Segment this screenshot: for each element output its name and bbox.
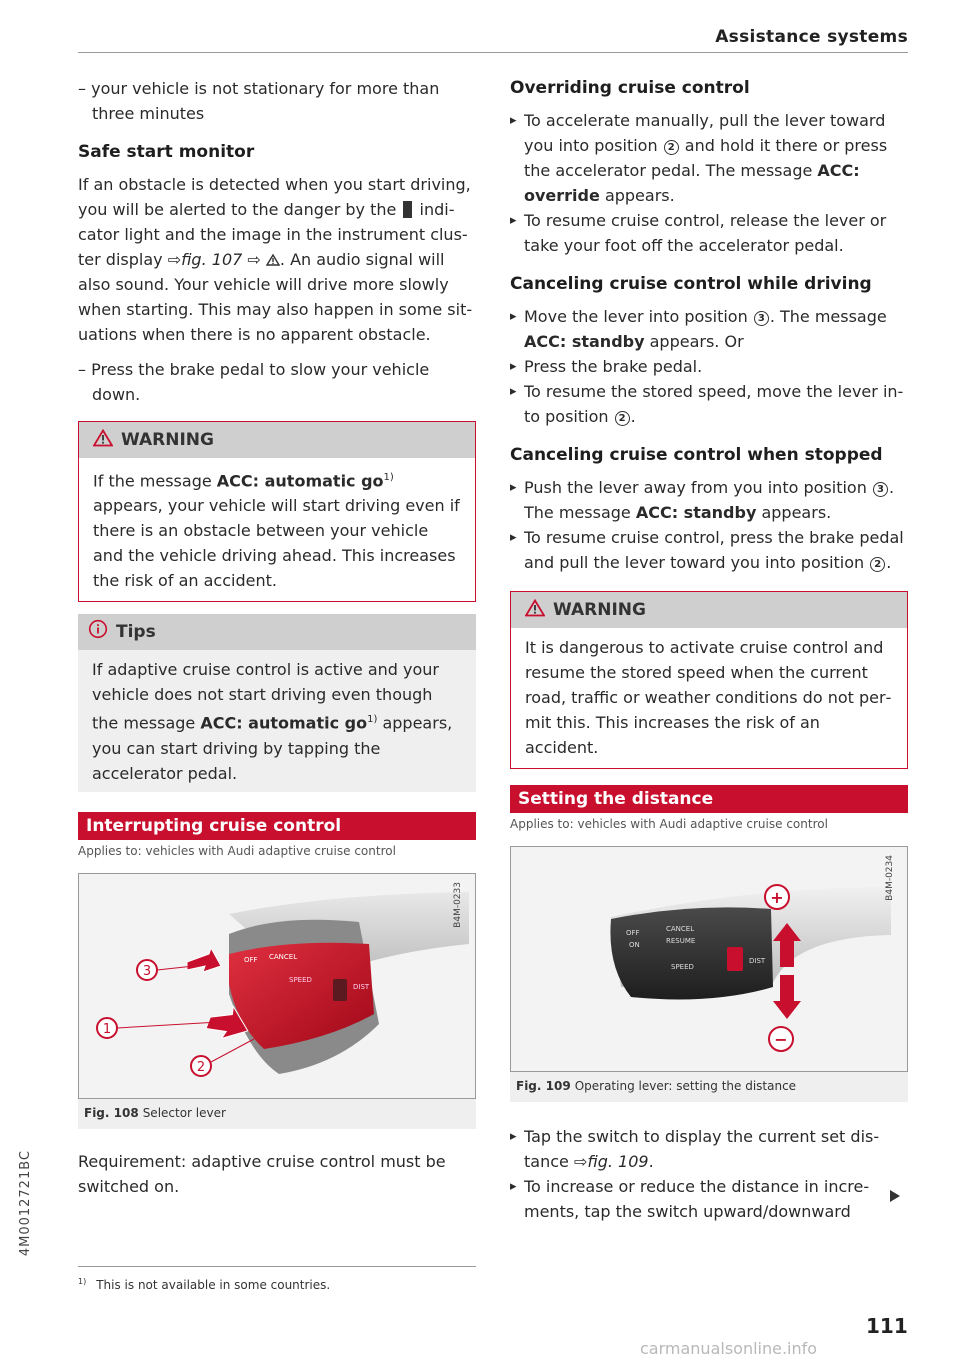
callout-3: 3 — [142, 963, 152, 979]
figure-108-selector-lever — [78, 873, 476, 1099]
cancel-drive-bullet-2: ▸ Press the brake pedal. — [510, 354, 908, 379]
safe-start-heading: Safe start monitor — [78, 142, 255, 162]
safe-start-paragraph: If an obstacle is detected when you start driving, you will be alerted to the danger by the indicator light and the image in the instrument cluster display ⇨fig. 107 ⇨ . An audio signal will also sound. Your vehicle will drive more slowly when starting. This may also happen in some situations when there is no apparent obstacle. — [78, 175, 473, 344]
figure-code: B4M-0233 — [453, 881, 463, 928]
callout-2: 2 — [196, 1059, 206, 1075]
ref-arrow-icon: ⇨ — [573, 1152, 588, 1171]
footnote-rule — [78, 1266, 476, 1267]
setting-distance-section-title: Setting the distance — [510, 785, 908, 813]
warning-box-1 — [78, 421, 476, 602]
document-code: 4M0012721BC — [18, 1150, 33, 1257]
warning-box-2-body: It is dangerous to activate cruise control and resume the stored speed when the current road, traffic or weather conditions do not permit this. This increases the risk of an accident. — [525, 638, 892, 757]
watermark: carmanualsonline.info — [640, 1339, 818, 1358]
section-header-title: Assistance systems — [715, 27, 908, 47]
dist-label: DIST — [749, 957, 766, 965]
page-number: 111 — [866, 1314, 908, 1338]
dist-label: DIST — [353, 982, 370, 991]
figure-108-caption: Fig. 108 Selector lever — [78, 1099, 476, 1129]
ref-arrow-icon: ⇨ — [247, 250, 261, 269]
position-3-marker: 3 — [873, 482, 888, 497]
applies-to-note: Applies to: vehicles with Audi adaptive cruise control — [510, 817, 828, 831]
distance-bullet-2: ▸ To increase or reduce the distance in increments, tap the switch upward/downward — [510, 1174, 908, 1224]
minus-callout: − — [774, 1030, 788, 1049]
off-label: OFF — [626, 929, 640, 937]
cancel-while-driving-heading: Canceling cruise control while driving — [510, 274, 872, 294]
info-icon — [88, 619, 108, 639]
tips-box-body: If adaptive cruise control is active and your vehicle does not start driving even though the message ACC: automatic $go^{1)}$ appears, you can start driving by tapping the accelerator pedal. — [92, 660, 453, 783]
cancel-stop-bullet-1: ▸ Push the lever away from you into position 3 . The message ACC: standby appears. — [510, 475, 908, 525]
continue-arrow-icon — [890, 1190, 900, 1202]
warning-box-2 — [510, 591, 908, 769]
position-3-marker: 3 — [754, 311, 769, 326]
speed-label: SPEED — [289, 975, 312, 984]
warning-box-1-header: WARNING — [79, 422, 475, 458]
header-rule — [78, 52, 908, 53]
override-bullet-1: ▸ To accelerate manually, pull the lever toward you into position 2 and hold it there or press the accelerator pedal. The message ACC: override appears. — [510, 108, 908, 208]
ref-arrow-icon: ⇨ — [167, 250, 182, 269]
cancel-label: CANCEL — [666, 925, 695, 933]
selector-lever-illustration — [79, 874, 475, 1098]
callout-1: 1 — [102, 1021, 112, 1037]
cancel-stop-bullet-2: ▸ To resume cruise control, press the brake pedal and pull the lever toward you into position 2 . — [510, 525, 908, 575]
indicator-light-icon — [403, 201, 412, 218]
interrupting-cruise-section-title: Interrupting cruise control — [78, 812, 476, 840]
right-column — [510, 76, 908, 1224]
off-label: OFF — [244, 955, 258, 964]
plus-callout: + — [770, 888, 784, 907]
cancel-when-stopped-heading: Canceling cruise control when stopped — [510, 445, 883, 465]
distance-bullet-1: ▸ Tap the switch to display the current set distance ⇨fig. 109. — [510, 1124, 908, 1174]
figure-109-caption: Fig. 109 Operating lever: setting the distance — [510, 1072, 908, 1102]
overriding-cruise-heading: Overriding cruise control — [510, 78, 750, 98]
resume-label: RESUME — [666, 937, 696, 945]
applies-to-note: Applies to: vehicles with Audi adaptive cruise control — [78, 843, 396, 858]
warning-icon — [525, 599, 545, 617]
intro-dash-item: – your vehicle is not stationary for more than three minutes — [78, 79, 440, 123]
position-2-marker: 2 — [615, 411, 630, 426]
position-2-marker: 2 — [664, 140, 679, 155]
press-brake-dash-item: – Press the brake pedal to slow your vehicle down. — [78, 360, 430, 404]
cancel-drive-bullet-1: ▸ Move the lever into position 3 . The message ACC: standby appears. Or — [510, 304, 908, 354]
fig-109-link[interactable]: fig. 109 — [587, 1152, 649, 1171]
tips-box — [78, 614, 476, 791]
warning-box-2-header: WARNING — [511, 592, 907, 628]
operating-lever-illustration — [511, 847, 907, 1071]
left-column — [78, 76, 476, 1199]
tips-box-header: Tips — [78, 614, 476, 650]
cancel-drive-bullet-3: ▸ To resume the stored speed, move the lever into position 2 . — [510, 379, 908, 429]
speed-label: SPEED — [671, 963, 694, 971]
warning-icon — [93, 429, 113, 447]
figure-code: B4M-0234 — [885, 855, 895, 901]
figure-109-operating-lever — [510, 846, 908, 1072]
cancel-label: CANCEL — [269, 952, 298, 961]
position-2-marker: 2 — [870, 557, 885, 572]
override-bullet-2: ▸ To resume cruise control, release the lever or take your foot off the accelerator pedal. — [510, 208, 908, 258]
fig-107-link[interactable]: fig. 107 — [181, 250, 243, 269]
on-label: ON — [629, 941, 640, 949]
warning-box-1-body: If the message ACC: automatic $go^{1)}$ appears, your vehicle will start driving even if there is an obstacle between your vehicle and the vehicle driving ahead. This increases the risk of an accident. — [93, 471, 460, 591]
warning-triangle-icon[interactable] — [266, 254, 280, 266]
requirement-paragraph: Requirement: adaptive cruise control must be switched on. — [78, 1151, 446, 1196]
footnote: $^{1)}$ This is not available in some countries. — [78, 1277, 331, 1292]
